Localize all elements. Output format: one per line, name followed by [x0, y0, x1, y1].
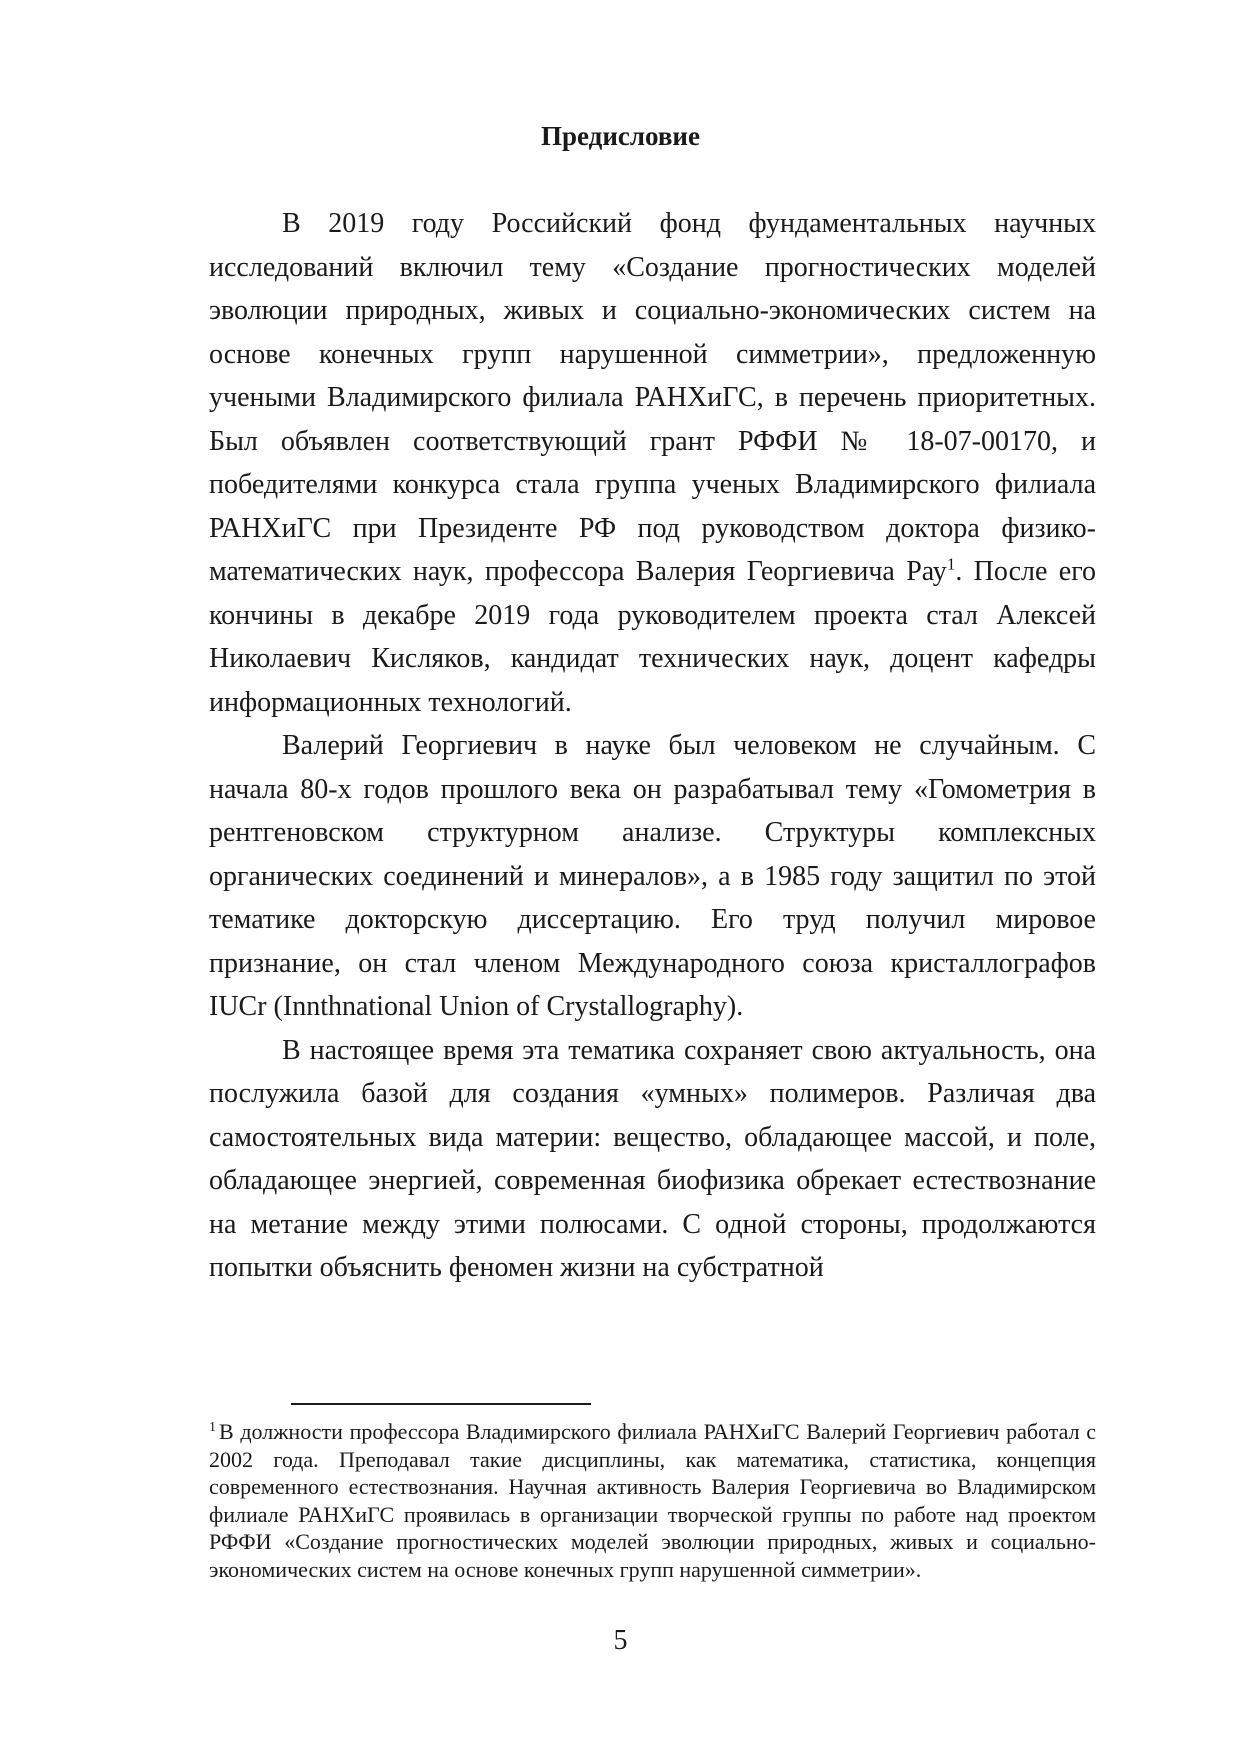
- footnote-marker: 1: [209, 1419, 216, 1435]
- footnote: [209, 1418, 1096, 1583]
- paragraph-1-text-after-note: . После его кончины в декабре 2019 года руководителем проекта стал Алексей Николаевич Кисляков, кандидат технических наук, доцент кафедры информационных технологий.: [209, 556, 1097, 718]
- paragraph-1-text-before-note: В 2019 году Российский фонд фундаментальных научных исследований включил тему «Создание прогностических моделей эволюции природных, живых и социально-экономических систем на основе конечных групп нарушенной симметрии», предложенную учеными Владимирского филиала РАНХиГС, в перечень приоритетных. Был объявлен соответствующий грант РФФИ № 18-07-00170, и победителями конкурса стала группа ученых Владимирского филиала РАНХиГС при Президенте РФ под руководством доктора физико-математических наук, профессора Валерия Георгиевича Рау: [209, 208, 1096, 587]
- footnote-separator: [291, 1403, 591, 1405]
- paragraph-2: Валерий Георгиевич в науке был человеком не случайным. С начала 80-х годов прошлого века он разрабатывал тему «Гомометрия в рентгеновском структурном анализе. Структуры комплексных органических соединений и минералов», а в 1985 году защитил по этой тематике докторскую диссертацию. Его труд получил мировое признание, он стал членом Международного союза кристаллографов IUCr (Innthnational Union of Crystallography).: [209, 730, 1096, 1022]
- footnote-text: В должности профессора Владимирского филиала РАНХиГС Валерий Георгиевич работал с 2002 года. Преподавал такие дисциплины, как математика, статистика, концепция современного естествознания. Научная активность Валерия Георгиевича во Владимирском филиале РАНХиГС проявилась в организации творческой группы по работе над проектом РФФИ «Создание прогностических моделей эволюции природных, живых и социально-экономических систем на основе конечных групп нарушенной симметрии».: [209, 1419, 1096, 1582]
- page-title: Предисловие: [541, 121, 700, 151]
- paragraph-3: В настоящее время эта тематика сохраняет свою актуальность, она послужила базой для создания «умных» полимеров. Различая два самостоятельных вида материи: вещество, обладающее массой, и поле, обладающее энергией, современная биофизика обрекает естествознание на метание между этими полюсами. С одной стороны, продолжаются попытки объяснить феномен жизни на субстратной: [209, 1034, 1096, 1283]
- page-number: 5: [613, 1625, 628, 1656]
- footnote-reference[interactable]: 1: [946, 554, 956, 574]
- paragraph-1: [209, 202, 1096, 724]
- body-text: [209, 202, 1096, 1290]
